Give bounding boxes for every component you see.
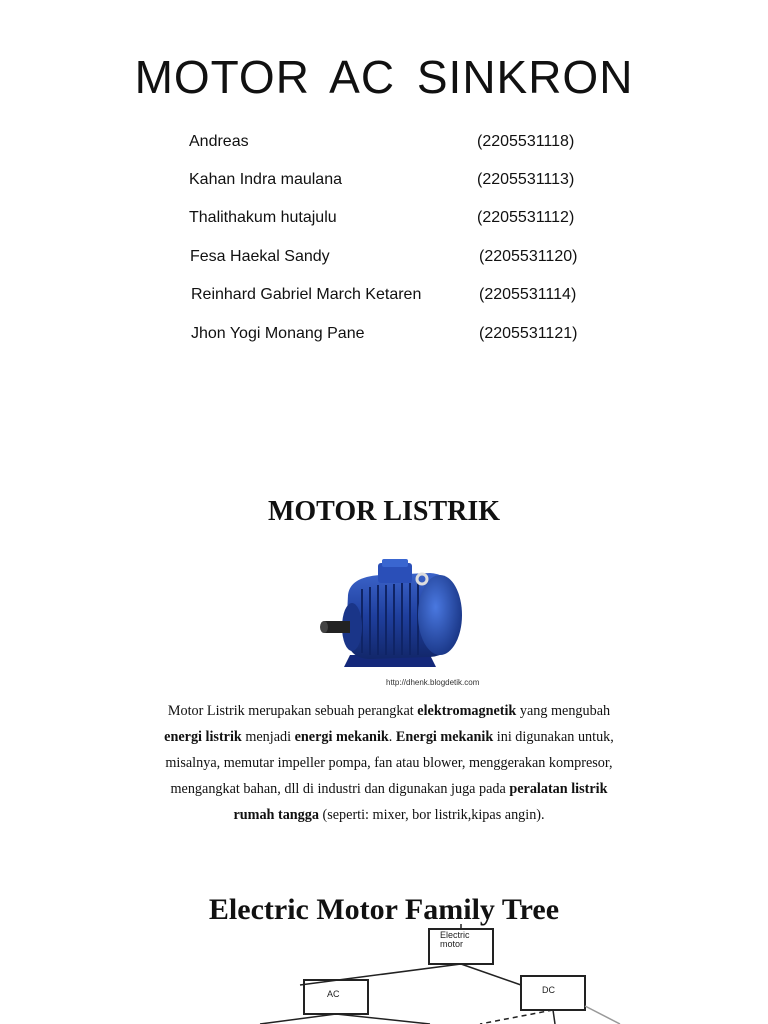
- electric-motor-image: [310, 555, 480, 690]
- section-title: MOTOR LISTRIK: [267, 496, 501, 527]
- image-credit: http://dhenk.blogdetik.com: [386, 678, 480, 687]
- family-tree-title: Electric Motor Family Tree: [208, 893, 560, 926]
- tree-node-label-dc: DC: [542, 985, 555, 995]
- member-name: Andreas: [189, 133, 249, 150]
- member-row: [0, 209, 768, 231]
- description-bold-term: energi listrik: [164, 729, 242, 745]
- tree-connector: [336, 1014, 430, 1024]
- description-text: .: [388, 729, 396, 745]
- description-text: (seperti: mixer, bor listrik,kipas angin).: [318, 807, 545, 823]
- member-row: [0, 248, 768, 270]
- member-nim: (2205531112): [477, 209, 575, 226]
- description-text: ini digunakan untuk, misalnya, memutar impeller pompa, fan atau blower, menggerakan kompresor, mengangkat bahan, dll di industri dan digunakan juga pada: [165, 729, 614, 797]
- tree-connector: [585, 1006, 620, 1024]
- tree-connector-dashed: [480, 1010, 553, 1024]
- tree-connector: [461, 964, 521, 985]
- tree-node-label-ac: AC: [327, 989, 340, 999]
- member-row: [0, 325, 768, 347]
- member-nim: (2205531114): [479, 286, 577, 303]
- member-name: Fesa Haekal Sandy: [190, 248, 330, 265]
- description-paragraph: [150, 698, 628, 828]
- member-name: Reinhard Gabriel March Ketaren: [191, 286, 422, 303]
- member-name: Kahan Indra maulana: [189, 171, 342, 188]
- tree-node-label: [440, 931, 470, 949]
- member-row: [0, 171, 768, 193]
- tree-connector: [553, 1010, 555, 1024]
- tree-connector: [260, 1014, 336, 1024]
- member-nim: (2205531120): [479, 248, 578, 265]
- member-name: Jhon Yogi Monang Pane: [191, 325, 365, 342]
- tree-node-label-line: Electric: [440, 930, 470, 940]
- description-bold-term: energi mekanik: [294, 729, 389, 745]
- member-nim: (2205531113): [477, 171, 575, 188]
- family-tree-diagram: [0, 920, 768, 1024]
- tree-connector: [300, 964, 461, 985]
- tree-node-label-line: motor: [440, 939, 464, 949]
- description-text: Motor Listrik merupakan sebuah perangkat: [167, 703, 418, 719]
- member-nim: (2205531118): [477, 133, 575, 150]
- description-bold-term: elektromagnetik: [417, 703, 517, 719]
- document-title: MOTOR AC SINKRON: [134, 51, 634, 103]
- description-text: menjadi: [241, 729, 295, 745]
- member-row: [0, 133, 768, 155]
- description-bold-term: peralatan listrik rumah tangga: [233, 781, 608, 823]
- description-text: yang mengubah: [516, 703, 611, 719]
- member-name: Thalithakum hutajulu: [189, 209, 337, 226]
- member-row: [0, 286, 768, 308]
- description-bold-term: Energi mekanik: [395, 729, 494, 745]
- member-nim: (2205531121): [479, 325, 578, 342]
